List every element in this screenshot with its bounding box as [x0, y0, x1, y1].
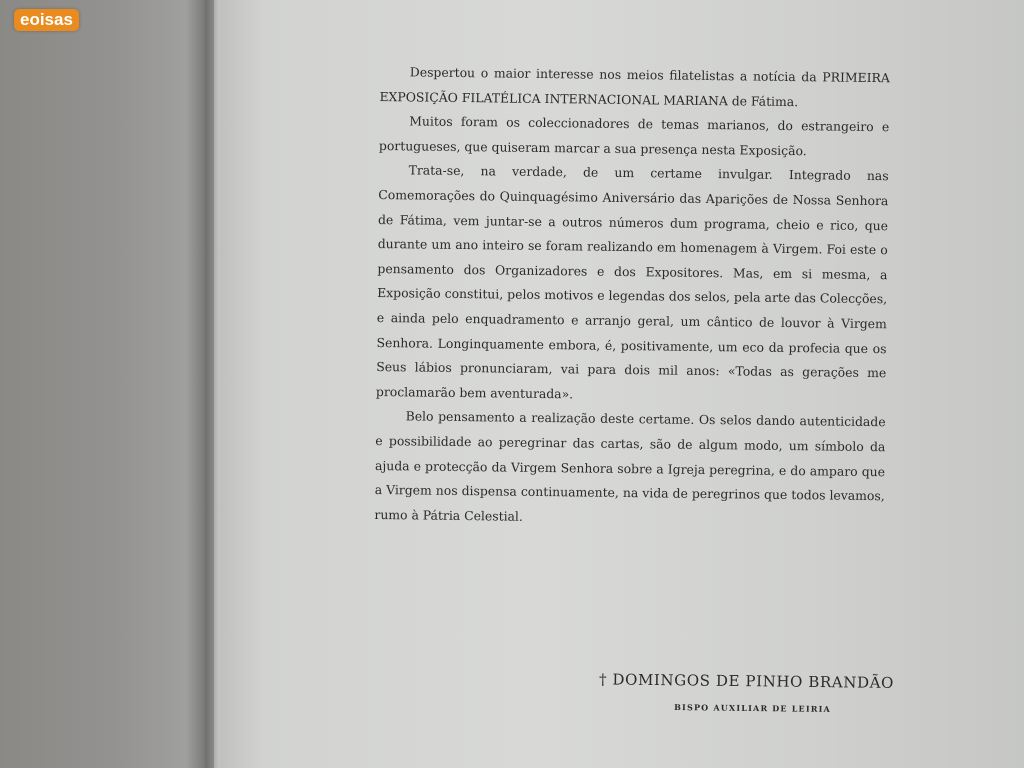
- paragraph-2: Muitos foram os coleccionadores de temas marianos, do estrangeiro e portugueses, que quiseram marcar a sua presença nesta Exposição.: [378, 113, 890, 159]
- book-gutter: [186, 0, 220, 768]
- watermark-logo: eoisas: [14, 9, 79, 31]
- signature-title: BISPO AUXILIAR DE LEIRIA: [674, 702, 832, 714]
- page-text: [374, 60, 890, 533]
- paragraph-3: Trata-se, na verdade, de um certame invulgar. Integrado nas Comemorações do Quinquagésimo Aniversário das Aparições de Nossa Senhora de Fátima, vem juntar-se a outros números dum programa, cheio e rico, que durante um ano inteiro se foram realizando em homenagem à Virgem. Foi este o pensamento dos Organizadores e dos Expositores. Mas, em si mesma, a Exposição constitui, pelos motivos e legendas dos selos, pela arte das Colecções, e ainda pelo enquadramento e arranjo geral, um cântico de louvor à Virgem Senhora. Longinquamente embora, é, positivamente, um eco da profecia que os Seus lábios pronunciaram, vai para dois mil anos: «Todas as gerações me proclamarão bem aventurada».: [375, 162, 889, 402]
- paragraph-4: Belo pensamento a realização deste certame. Os selos dando autenticidade e possibilidade ao peregrinar das cartas, são de algum modo, um símbolo da ajuda e protecção da Virgem Senhora sobre a Igreja peregrina, e do amparo que a Virgem nos dispensa continuamente, na vida de peregrinos que todos levamos, rumo à Pátria Celestial.: [374, 408, 886, 524]
- left-page: [0, 0, 205, 768]
- paragraph-1: Despertou o maior interesse nos meios filatelistas a notícia da PRIMEIRA EXPOSIÇÃO FILATÉLICA INTERNACIONAL MARIANA de Fátima.: [379, 64, 890, 109]
- signature-name: † DOMINGOS DE PINHO BRANDÃO: [598, 670, 895, 692]
